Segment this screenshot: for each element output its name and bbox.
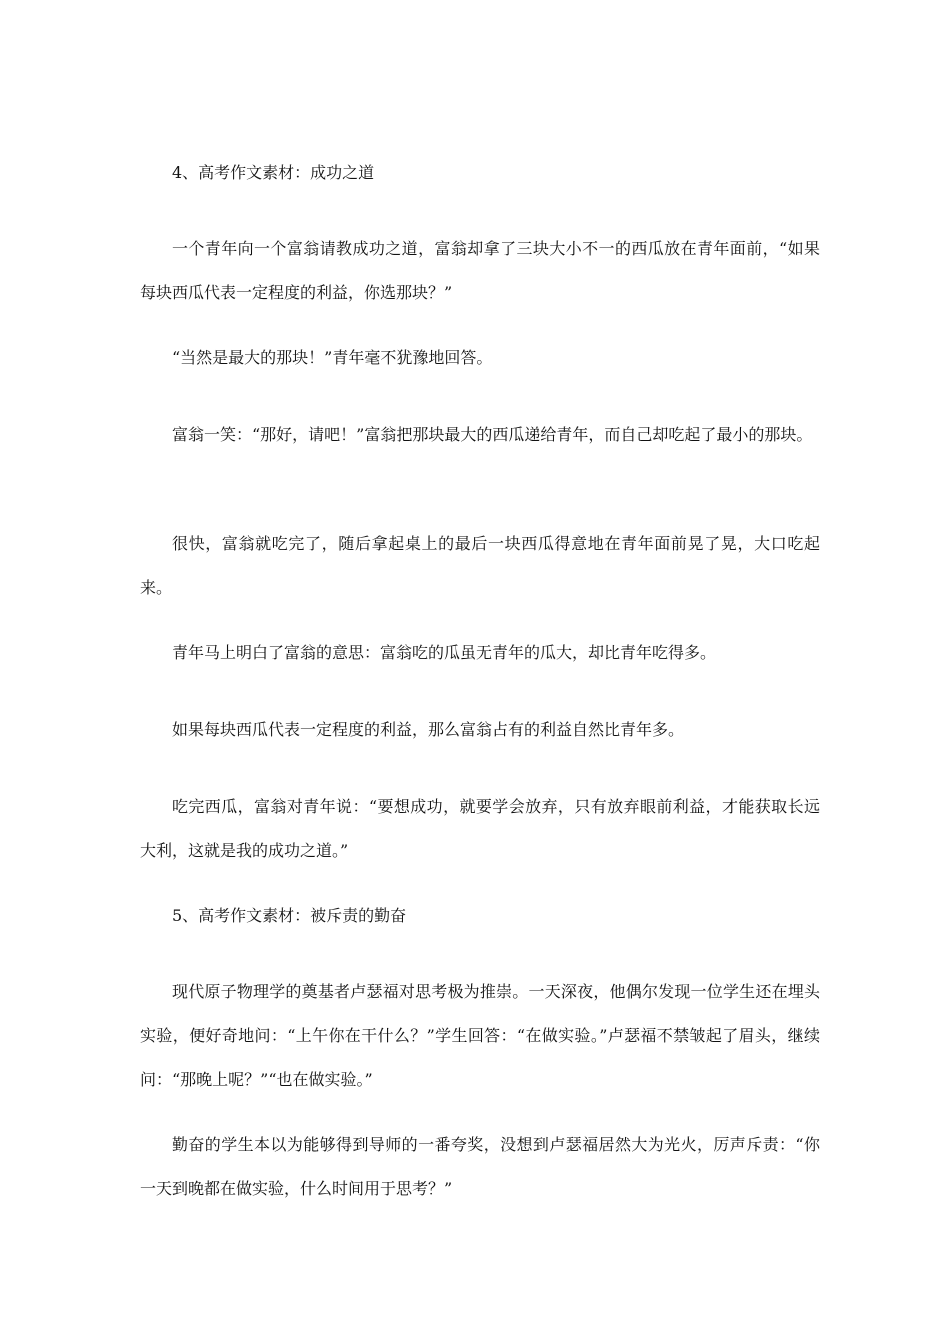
- paragraph: 很快，富翁就吃完了，随后拿起桌上的最后一块西瓜得意地在青年面前晃了晃，大口吃起来。: [140, 534, 820, 597]
- paragraph: 一个青年向一个富翁请教成功之道，富翁却拿了三块大小不一的西瓜放在青年面前，“如果每块西瓜代表一定程度的利益，你选那块？”: [140, 239, 820, 302]
- paragraph: 青年马上明白了富翁的意思：富翁吃的瓜虽无青年的瓜大，却比青年吃得多。: [172, 643, 717, 662]
- paragraph: 如果每块西瓜代表一定程度的利益，那么富翁占有的利益自然比青年多。: [172, 720, 685, 739]
- paragraph: “当然是最大的那块！”青年毫不犹豫地回答。: [172, 348, 493, 367]
- paragraph: 吃完西瓜，富翁对青年说：“要想成功，就要学会放弃，只有放弃眼前利益，才能获取长远大利，这就是我的成功之道。”: [140, 797, 820, 860]
- section-heading-diligence: 5、高考作文素材：被斥责的勤奋: [172, 906, 407, 925]
- paragraph: 富翁一笑：“那好，请吧！”富翁把那块最大的西瓜递给青年，而自己却吃起了最小的那块。: [172, 425, 813, 444]
- section-heading-success: 4、高考作文素材：成功之道: [172, 163, 375, 182]
- paragraph: 勤奋的学生本以为能够得到导师的一番夸奖，没想到卢瑟福居然大为光火，厉声斥责：“你一天到晚都在做实验，什么时间用于思考？”: [140, 1135, 820, 1198]
- paragraph: 现代原子物理学的奠基者卢瑟福对思考极为推崇。一天深夜，他偶尔发现一位学生还在埋头实验，便好奇地问：“上午你在干什么？”学生回答：“在做实验。”卢瑟福不禁皱起了眉头，继续问：“那晚上呢？”“也在做实验。”: [140, 982, 820, 1089]
